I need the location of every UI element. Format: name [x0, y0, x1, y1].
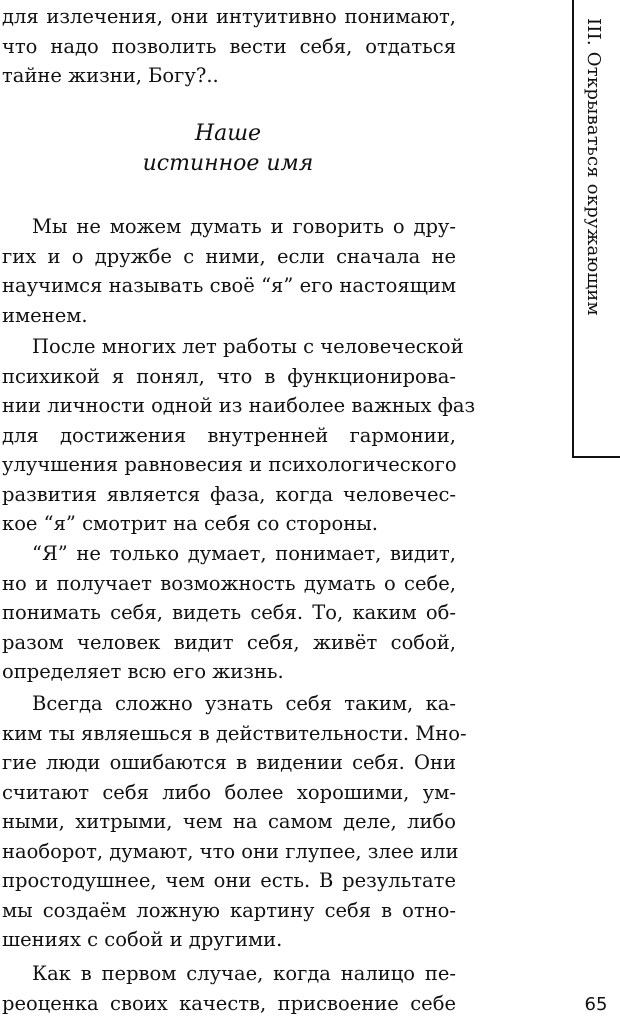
text-line: понимать себя, видеть себя. То, каким об-: [2, 601, 456, 624]
text-line: Всегда сложно узнать себя таким, ка-: [32, 692, 456, 715]
text-line: психикой я понял, что в функционирова-: [2, 364, 456, 388]
paragraph: [2, 689, 467, 955]
text-line: кое “я” смотрит на себя со стороны.: [2, 512, 378, 535]
text-line: определяет всю его жизнь.: [2, 660, 284, 683]
text-line: тайне жизни, Богу?..: [2, 64, 219, 87]
section-heading-line: Наше: [194, 121, 262, 146]
text-line: гие люди ошибаются в видении себя. Они: [2, 751, 456, 774]
text-line: После многих лет работы с человеческой: [32, 335, 464, 358]
text-line: но и получает возможность думать о себе,: [2, 571, 456, 595]
text-line: шениях с собой и другими.: [2, 928, 283, 951]
text-line: улучшения равновесия и психологического: [2, 453, 457, 476]
running-head-tab: [572, 0, 620, 458]
text-line: что надо позволить вести себя, отдаться: [2, 34, 456, 58]
text-line: разом человек видит себя, живёт собой,: [2, 630, 456, 654]
text-line: гих и о дружбе с ними, если сначала не: [2, 244, 456, 268]
text-line: развития является фаза, когда человечес-: [2, 482, 456, 506]
paragraph: [2, 959, 456, 1018]
paragraph: [2, 539, 456, 687]
paragraph: [2, 212, 456, 330]
section-heading-line: истинное имя: [142, 151, 314, 176]
text-line: наоборот, думают, что они глупее, злее или: [2, 839, 459, 863]
page-number: 65: [584, 994, 608, 1015]
text-line: именем.: [2, 303, 88, 327]
text-line: ными, хитрыми, чем на самом деле, либо: [2, 810, 456, 833]
text-line: научимся называть своё “я” его настоящим: [2, 274, 456, 297]
text-line: для достижения внутренней гармонии,: [2, 423, 456, 447]
text-line: реоценка своих качеств, присвоение себе: [2, 991, 456, 1015]
text-line: для излечения, они интуитивно понимают,: [2, 5, 456, 28]
text-line: “Я” не только думает, понимает, видит,: [32, 542, 456, 565]
section-heading: [0, 119, 456, 179]
text-line: мы создаём ложную картину себя в отно-: [2, 898, 456, 922]
text-line: простодушнее, чем они есть. В результате: [2, 869, 456, 892]
text-line: Как в первом случае, когда налицо пе-: [32, 962, 456, 985]
text-line: Мы не можем думать и говорить о дру-: [32, 215, 456, 238]
paragraph: [2, 332, 476, 539]
text-line: нии личности одной из наиболее важных фаз: [2, 394, 476, 417]
text-line: ким ты являешься в действительности. Мно-: [2, 721, 467, 745]
running-head-text: III. Открываться окружающим: [583, 18, 604, 316]
intro-text: [2, 2, 456, 91]
text-line: считают себя либо более хорошими, ум-: [2, 780, 456, 804]
